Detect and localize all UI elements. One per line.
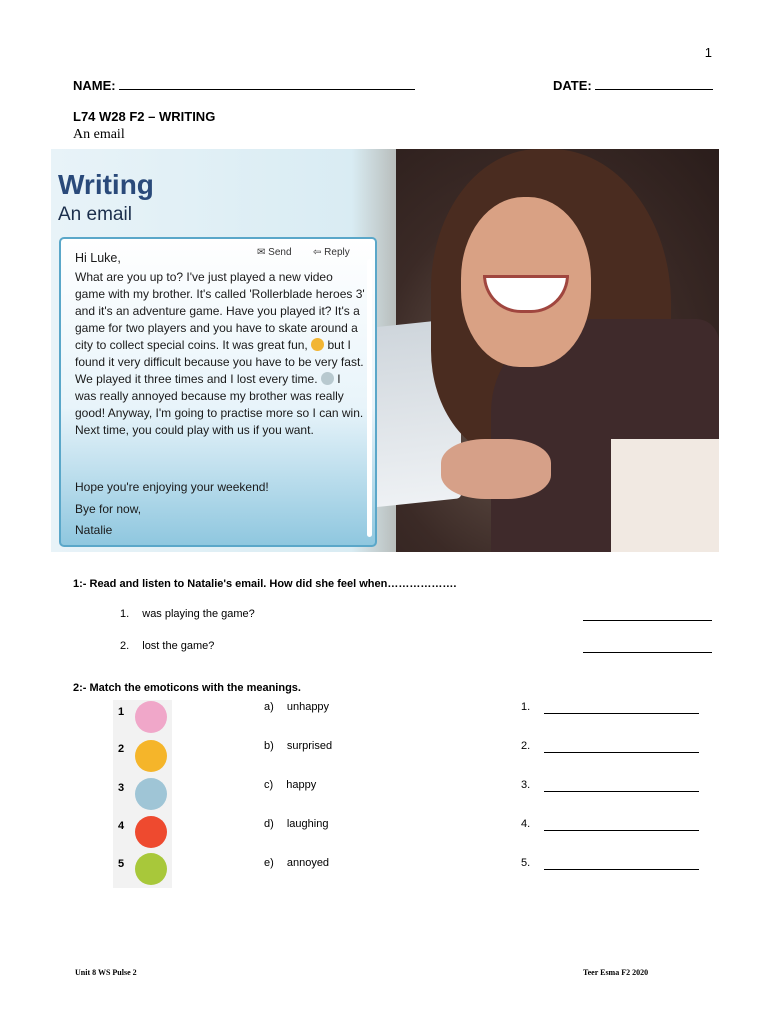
textbook-picture — [51, 149, 719, 552]
match-answer-line-5[interactable] — [544, 868, 699, 870]
name-field — [73, 77, 415, 93]
emoticon-number: 5 — [118, 858, 125, 870]
girl-hand — [441, 439, 551, 499]
meaning-letter: d) — [264, 818, 274, 830]
q1-answer-line-1[interactable] — [583, 619, 712, 621]
date-label: DATE: — [553, 78, 592, 93]
email-hope: Hope you're enjoying your weekend! — [75, 480, 269, 494]
email-signature: Natalie — [75, 523, 113, 537]
email-scrollbar — [367, 259, 372, 537]
smiling-face-icon — [135, 740, 167, 772]
meaning-d — [264, 818, 328, 830]
email-bye: Bye for now, — [75, 502, 142, 516]
send-label: Send — [268, 247, 292, 258]
surprised-face-icon — [135, 853, 167, 885]
worksheet-subtitle: An email — [73, 127, 125, 142]
picture-heading: Writing — [58, 169, 154, 200]
laughing-face-icon — [135, 816, 167, 848]
name-label: NAME: — [73, 78, 116, 93]
date-field — [553, 77, 713, 93]
meaning-text: laughing — [286, 818, 329, 830]
email-body — [75, 269, 365, 439]
meaning-text: annoyed — [286, 857, 330, 869]
q1-item-text: was playing the game? — [142, 608, 255, 620]
worksheet-title: L74 W28 F2 – WRITING — [73, 109, 216, 124]
q1-item-2 — [120, 640, 214, 652]
email-body-part-3: I was really annoyed because my brother was really good! Anyway, I'm going to practise more so I can win. Next time, you could play with us if you want. — [75, 372, 364, 437]
match-answer-line-4[interactable] — [544, 829, 699, 831]
send-button — [257, 247, 292, 258]
email-greeting: Hi Luke, — [75, 251, 121, 265]
match-answer-line-1[interactable] — [544, 712, 699, 714]
q1-item-number: 1. — [120, 608, 130, 620]
emoticon-number: 1 — [118, 706, 125, 718]
unhappy-face-icon — [135, 701, 167, 733]
meaning-letter: b) — [264, 740, 274, 752]
name-blank[interactable] — [119, 77, 415, 90]
q1-answer-line-2[interactable] — [583, 651, 712, 653]
answer-number: 4. — [521, 818, 531, 830]
sad-emoticon-icon — [321, 372, 334, 385]
answer-number: 3. — [521, 779, 531, 791]
question-2: 2:- Match the emoticons with the meanings. — [73, 682, 301, 694]
meaning-letter: e) — [264, 857, 274, 869]
match-answer-line-3[interactable] — [544, 790, 699, 792]
emoticon-number: 4 — [118, 820, 125, 832]
email-window — [59, 237, 377, 547]
meaning-letter: c) — [264, 779, 274, 791]
meaning-c — [264, 779, 316, 791]
bed-sheet — [611, 439, 719, 552]
answer-number: 2. — [521, 740, 531, 752]
answer-number: 1. — [521, 701, 531, 713]
meaning-b — [264, 740, 332, 752]
meaning-a — [264, 701, 329, 713]
email-body-part-1: What are you up to? I've just played a new video game with my brother. It's called 'Rollerblade heroes 3' and it's an adventure game. Have you played it? It's a game for two players and you have to skate around a city to collect special coins. It was great fun, — [75, 270, 365, 352]
meaning-letter: a) — [264, 701, 274, 713]
q1-item-1 — [120, 608, 255, 620]
date-blank[interactable] — [595, 77, 713, 90]
footer-right: Teer Esma F2 2020 — [583, 968, 649, 977]
match-answer-line-2[interactable] — [544, 751, 699, 753]
happy-emoticon-icon — [311, 338, 324, 351]
picture-subheading: An email — [58, 204, 132, 225]
reply-label: Reply — [324, 247, 350, 258]
question-1: 1:- Read and listen to Natalie's email. How did she feel when………………. — [73, 578, 457, 590]
emoticon-number: 2 — [118, 743, 125, 755]
reply-button — [313, 247, 350, 258]
email-body-part-2: but I found it very difficult because you have to be very fast. We played it three times and I lost every time. — [75, 338, 364, 386]
meaning-e — [264, 857, 329, 869]
meaning-text: happy — [286, 779, 317, 791]
answer-number: 5. — [521, 857, 531, 869]
meaning-text: unhappy — [286, 701, 330, 713]
emoticon-panel — [113, 700, 172, 888]
meaning-text: surprised — [286, 740, 333, 752]
sad-face-icon — [135, 778, 167, 810]
emoticon-number: 3 — [118, 782, 125, 794]
envelope-icon: ✉ — [257, 247, 266, 258]
footer-left: Unit 8 WS Pulse 2 — [75, 968, 137, 977]
reply-arrow-icon: ⇦ — [313, 247, 322, 258]
q1-item-number: 2. — [120, 640, 130, 652]
page-number: 1 — [704, 45, 712, 60]
q1-item-text: lost the game? — [142, 640, 215, 652]
